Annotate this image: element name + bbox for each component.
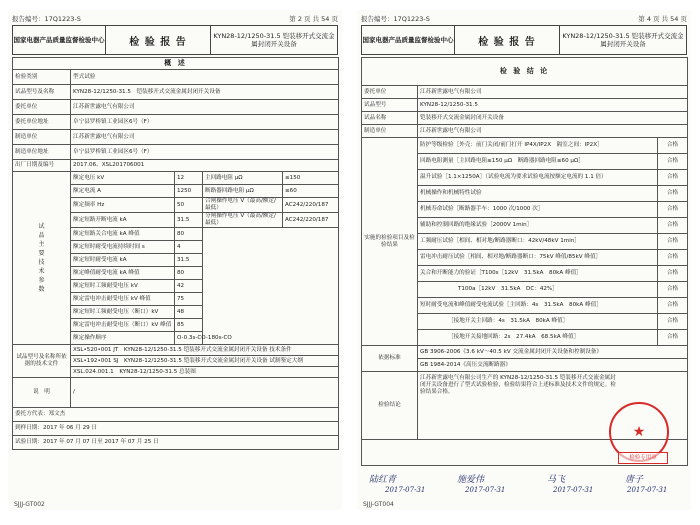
test-item: 雷电冲击耐压试验［相间、相对地/断路器断口：75kV 峰值/85kV 峰值］	[418, 250, 658, 266]
general-value: 江苏新世露电气有限公司	[418, 86, 688, 99]
test-date: 试验日期：2017 年 07 月 07 日至 2017 年 07 月 25 日	[13, 436, 339, 450]
form-code: SJJJ-GT004	[363, 501, 394, 508]
param-value: AC242/220/187	[283, 213, 339, 228]
org-name: 国家电器产品质量监督检验中心	[13, 26, 106, 54]
section-title: 概 述	[13, 58, 339, 70]
general-value: KYN28-12/1250-31.5	[418, 99, 688, 112]
general-value: 铠装移开式交流金属封闭开关设备	[418, 112, 688, 125]
param-name: 额定短时工频耐受电压 kV	[71, 280, 175, 293]
agent-value: 郑文杰	[48, 411, 66, 417]
report-number: 报告编号：17Q1223-S	[12, 15, 81, 23]
sign-date-2: 2017-07-31	[465, 486, 506, 494]
report-title: 检 验 报 告	[455, 26, 560, 54]
sign-date-4: 2017-07-31	[627, 486, 668, 494]
general-label: 制造单位	[13, 130, 71, 145]
param-value: 75	[175, 293, 203, 306]
sign-date-3: 2017-07-31	[553, 486, 594, 494]
signature-3: 马飞	[547, 475, 566, 485]
test-item: 机械操作和机械特性试验	[418, 186, 658, 202]
param-value: ≤150	[283, 172, 339, 185]
param-name: 主回路电阻 μΩ	[203, 172, 283, 185]
general-value: KYN28-12/1250-31.5 铠装移开式交流金属封闭开关设备	[71, 85, 339, 100]
report-number: 报告编号：17Q1223-S	[361, 15, 430, 23]
test-result: 合格	[658, 314, 688, 330]
param-name: 合闸操作电压 V（最高/额定/最低）	[203, 198, 283, 213]
test-result: 合格	[658, 138, 688, 154]
page-number: 第 2 页 共 54 页	[289, 15, 338, 23]
test-result: 合格	[658, 154, 688, 170]
general-value: 江苏新世露电气有限公司	[418, 125, 688, 138]
param-name: 额定操作顺序	[71, 332, 175, 345]
remark-value: /	[71, 378, 339, 408]
report-page-4	[357, 10, 691, 510]
params-label: 试品主要技术参数	[13, 172, 71, 345]
overview-table	[12, 57, 339, 450]
inspection-stamp	[609, 402, 669, 462]
docs-label: 试品型号及名称所依据的技术文件	[13, 345, 71, 378]
signature-1: 陆红青	[369, 475, 397, 485]
stamp-star-icon: ★	[632, 424, 646, 440]
param-value: 31.5	[175, 254, 203, 267]
page-number: 第 4 页 共 54 页	[638, 15, 687, 23]
param-value: 42	[175, 280, 203, 293]
param-name: 额定短路开断电流 kA	[71, 213, 175, 228]
param-value: 48	[175, 306, 203, 319]
general-label: 检验类别	[13, 70, 71, 85]
test-result: 合格	[658, 234, 688, 250]
param-name: 额定电流 A	[71, 185, 175, 198]
test-item: 短时耐受电流和峰值耐受电流试验［主回路：4s 31.5kA 80kA 峰值］	[418, 298, 658, 314]
test-item: ［接地开关主回路：4s 31.5kA 80kA 峰值］	[418, 314, 658, 330]
param-name: 断路器回路电阻 μΩ	[203, 185, 283, 198]
param-name: 额定短时工频耐受电压（断口）kV	[71, 306, 175, 319]
param-name: 额定频率 Hz	[71, 198, 175, 213]
sign-date-1: 2017-07-31	[385, 486, 426, 494]
general-label: 委托单位	[13, 100, 71, 115]
test-item: 机械寿命试验［断路器手车：1000 次/1000 次］	[418, 202, 658, 218]
product-name: KYN28-12/1250-31.5 铠装移开式交流金属封闭开关设备	[562, 32, 684, 48]
test-result: 合格	[658, 186, 688, 202]
param-value: 85	[175, 319, 203, 332]
param-name: 分闸操作电压 V（最高/额定/最低）	[203, 213, 283, 228]
remark-label: 说 明	[13, 378, 71, 408]
param-name: 额定短时耐受电流持续时间 s	[71, 241, 175, 254]
param-name: 额定电压 kV	[71, 172, 175, 185]
org-name: 国家电器产品质量监督检验中心	[362, 26, 455, 54]
doc-item: XSL.024.001.1 KYN28-12/1250-31.5 总装图	[71, 367, 339, 378]
items-label: 实施的检验项目及检验结果	[362, 138, 418, 346]
conclusion-text: 江苏新世露电气有限公司生产的 KYN28-12/1250-31.5 铠装移开式交流金属封闭开关设备进行了型式试验检验，检验结果符合上述标准及技术文件的规定。检验结果合格。	[418, 372, 688, 440]
general-value: 型式试验	[71, 70, 339, 85]
test-result: 合格	[658, 266, 688, 282]
test-result: 合格	[658, 170, 688, 186]
doc-item: XSL•192•001 SJ KYN28-12/1250-31.5 铠装移开式交流金属封闭开关设备 试制鉴定大纲	[71, 356, 339, 367]
conclusion-label: 检验结论	[362, 372, 418, 440]
test-item: 防护等级检验［外壳：前门关闭/前门打开 IP4X/IP2X 隔室之间：IP2X］	[418, 138, 658, 154]
test-item: T100a［12kV 31.5kA DC：42%］	[418, 282, 658, 298]
param-value: O-0.3s-CO-180s-CO	[175, 332, 203, 345]
param-value: 1250	[175, 185, 203, 198]
report-header	[12, 25, 338, 55]
general-label: 委托单位地址	[13, 115, 71, 130]
general-value: 2017.06、XSL201706001	[71, 160, 339, 172]
general-value: 江苏新世露电气有限公司	[71, 130, 339, 145]
test-result: 合格	[658, 298, 688, 314]
signature-4: 唐子	[625, 475, 644, 485]
test-item: 温升试验［1.1×1250A］（试验电流为要求试验电流按额定电流的 1.1 倍）	[418, 170, 658, 186]
test-item: ［接地开关接地回路：2s 27.4kA 68.5kA 峰值］	[418, 330, 658, 346]
basis-item: GB 1984-2014《高压交流断路器》	[418, 359, 688, 372]
test-result: 合格	[658, 218, 688, 234]
doc-item: XSL•520•001 JT KYN28-12/1250-31.5 铠装移开式交流金属封闭开关设备 技术条件	[71, 345, 339, 356]
param-name: 额定雷电冲击耐受电压（断口）kV 峰值	[71, 319, 175, 332]
param-name: 额定雷电冲击耐受电压 kV 峰值	[71, 293, 175, 306]
test-item: 回路电阻测量［主回路电阻≤150 μΩ 断路器回路电阻≤60 μΩ］	[418, 154, 658, 170]
form-code: SJJJ-GT002	[14, 501, 45, 508]
param-value: 4	[175, 241, 203, 254]
agent-label: 委托方代表：	[15, 411, 49, 417]
param-value: AC242/220/187	[283, 198, 339, 213]
general-label: 试品型号及名称	[13, 85, 71, 100]
param-value: 12	[175, 172, 203, 185]
test-item: 辅助和控制回路的绝缘试验［2000V 1min］	[418, 218, 658, 234]
agent-row	[13, 408, 339, 422]
general-label: 出厂日期及编号	[13, 160, 71, 172]
test-result: 合格	[658, 282, 688, 298]
general-label: 试品名称	[362, 112, 418, 125]
section-title: 检 验 结 论	[362, 58, 688, 86]
param-blank	[203, 228, 339, 345]
param-value: 31.5	[175, 213, 203, 228]
test-result: 合格	[658, 202, 688, 218]
param-value: ≤60	[283, 185, 339, 198]
report-page-2	[8, 10, 342, 510]
signature-2: 施爱伟	[457, 475, 485, 485]
general-label: 制造单位地址	[13, 145, 71, 160]
test-result: 合格	[658, 330, 688, 346]
report-header	[361, 25, 687, 55]
general-value: 阜宁县罗桥镇工业园区6号（F）	[71, 145, 339, 160]
product-name: KYN28-12/1250-31.5 铠装移开式交流金属封闭开关设备	[213, 32, 335, 48]
param-name: 额定峰值耐受电流 kA 峰值	[71, 267, 175, 280]
param-name: 额定短路关合电流 kA 峰值	[71, 228, 175, 241]
param-name: 额定短时耐受电流 kA	[71, 254, 175, 267]
general-label: 委托单位	[362, 86, 418, 99]
stamp-text: 检验专用章	[618, 452, 668, 464]
param-value: 80	[175, 228, 203, 241]
general-value: 阜宁县罗桥镇工业园区6号（F）	[71, 115, 339, 130]
test-item: 工频耐压试验［相间、相对地/断路器断口：42kV/48kV 1min］	[418, 234, 658, 250]
general-label: 试品型号	[362, 99, 418, 112]
param-value: 50	[175, 198, 203, 213]
basis-label: 依据标准	[362, 346, 418, 372]
arrival-date: 到样日期：2017 年 06 月 29 日	[13, 422, 339, 436]
basis-item: GB 3906-2006《3.6 kV～40.5 kV 交流金属封闭开关设备和控制设备》	[418, 346, 688, 359]
test-result: 合格	[658, 250, 688, 266]
general-value: 江苏新世露电气有限公司	[71, 100, 339, 115]
report-title: 检 验 报 告	[106, 26, 211, 54]
param-value: 80	[175, 267, 203, 280]
general-label: 制造单位	[362, 125, 418, 138]
test-item: 关合和开断能力的验证［T100s［12kV 31.5kA 80kA 峰值］	[418, 266, 658, 282]
